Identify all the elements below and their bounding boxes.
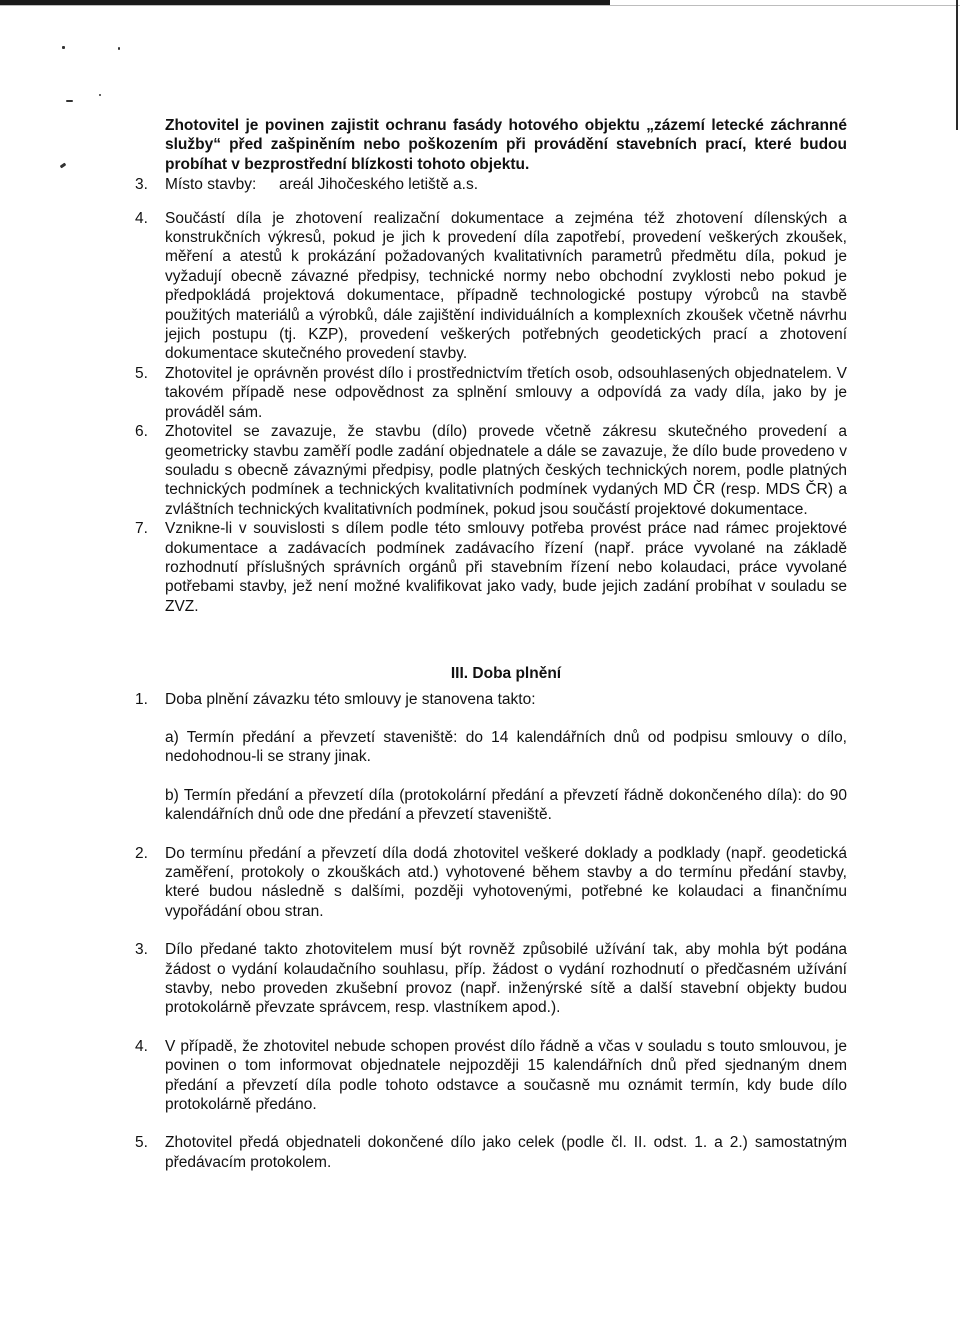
item-text: Vznikne-li v souvislosti s dílem podle této smlouvy potřeba provést práce nad rámec projektové dokumentace a zadávacích podmínek zadávacího řízení (např. práce vyvolané na základě rozhodnutí příslušných správních orgánů při stavebním řízení nebo kolaudaci, práce vyvolané potřebami stavby, jež není možné kvalifikovat jako vady, bude jejich zadání probíhat v souladu se ZVZ. xyxy=(165,520,847,615)
section-title: III. Doba plnění xyxy=(450,665,562,683)
item-number: 3. xyxy=(135,941,148,959)
item-number: 7. xyxy=(135,520,148,538)
item-text: Do termínu předání a převzetí díla dodá zhotovitel veškeré doklady a podklady (např. geodetická zaměření, protokoly o zkouškách atd.) vyhotovené během stavby a do termínu předání stavby, které budou následně s dalšími, později vyhotovenými, potřebné ke kolaudaci a finančnímu vypořádání obou stran. xyxy=(165,844,847,920)
place-value: areál Jihočeského letiště a.s. xyxy=(279,176,479,194)
item-text: Doba plnění závazku této smlouvy je stanovena takto: xyxy=(165,690,536,708)
item-text xyxy=(165,175,847,194)
scan-speck xyxy=(99,94,101,96)
item-text: Dílo předané takto zhotovitelem musí být rovněž způsobilé užívání tak, aby mohla být podána žádost o vydání kolaudačního souhlasu, příp. žádost o vydání rozhodnutí o předčasném užívání stavby, nebo proveden zkušební provoz (např. inženýrské sítě a další stavební objekty budou protokolárně převzate správcem, resp. vlastníkem apod.). xyxy=(165,941,847,1017)
scan-border-line xyxy=(0,5,960,6)
item-number: 1. xyxy=(135,690,148,708)
item-7 xyxy=(135,519,847,616)
scan-speck xyxy=(62,46,65,49)
item-text: Zhotovitel předá objednateli dokončené dílo jako celek (podle čl. II. odst. 1. a 2.) samostatným předávacím protokolem. xyxy=(165,1134,847,1171)
item-5 xyxy=(135,364,847,422)
scan-speck xyxy=(118,47,120,50)
item-number: 6. xyxy=(135,423,148,441)
item-text: Zhotovitel je oprávněn provést dílo i prostřednictvím třetích osob, odsouhlasených objednatelem. V takovém případě nese odpovědnost za splnění smlouvy a odpovídá za vady díla, jako by je prováděl sám. xyxy=(165,364,847,421)
item-number: 4. xyxy=(135,1037,148,1055)
item-number: 3. xyxy=(135,176,148,194)
item-number: 4. xyxy=(135,209,148,227)
section-item-2 xyxy=(135,844,847,922)
document-body xyxy=(135,116,847,1172)
intro-paragraph: Zhotovitel je povinen zajistit ochranu fasády hotového objektu „zázemí letecké záchranné služby“ před zašpiněním nebo poškozením při provádění stavebních prací, které budou probíhat v bezprostřední blízkosti tohoto objektu. xyxy=(165,117,847,173)
sub-item-b: b) Termín předání a převzetí díla (protokolární předání a převzetí řádně dokončeného díla): do 90 kalendářních dnů ode dne předání a převzetí staveniště. xyxy=(165,786,847,824)
section-item-1 xyxy=(135,690,847,709)
item-text: Součástí díla je zhotovení realizační dokumentace a zejména též zhotovení dílenských a konstrukčních výkresů, pokud je jich k provedení díla zapotřebí, provedení veškerých zkoušek, měření a atestů k prokázání požadovaných kvalitativních parametrů předmětu díla, pokud je vyžadují obecně závazné předpisy, technické normy nebo obchodní zvyklosti nebo pokud je předpokládá projektová dokumentace, případně technologické postupy výrobců na stavbě použitých materiálů a výrobků, dále zajištění individuálních a komplexních zkoušek včetně návrhu jejich postupu (tj. KZP), provedení veškerých potřebných geodetických prací a zhotovení dokumentace skutečného provedení stavby. xyxy=(165,209,847,363)
item-6 xyxy=(135,422,847,519)
item-number: 5. xyxy=(135,1134,148,1152)
scan-speck xyxy=(60,163,67,169)
section-item-4 xyxy=(135,1037,847,1115)
item-number: 2. xyxy=(135,844,148,862)
item-3 xyxy=(135,175,847,194)
item-text: Zhotovitel se zavazuje, že stavbu (dílo) provede včetně zákresu skutečného provedení a geometricky stavbu zaměří podle zadání objednatele a dále se zavazuje, že dílo bude provedeno v souladu s obecně závaznými předpisy, podle platných českých technických norem, podle platných technických podmínek a technických kvalitativních podmínek vydaných MD ČR (resp. MDS ČR) a zvláštních technických kvalitativních podmínek, pokud jsou součástí projektové dokumentace. xyxy=(165,423,847,518)
section-item-3 xyxy=(135,940,847,1018)
item-text: V případě, že zhotovitel nebude schopen provést dílo řádně a včas v souladu s touto smlouvou, je povinen o tom informovat objednatele nejpozději 15 kalendářních dnů před sjednaným dnem předání a převzetí díla podle tohoto odstavce a současně mu oznámit termín, kdy bude dílo protokolárně předáno. xyxy=(165,1037,847,1114)
place-label: Místo stavby: xyxy=(165,176,257,194)
scan-border-right xyxy=(956,0,958,130)
item-4 xyxy=(135,209,847,364)
scan-speck xyxy=(66,100,73,102)
sub-item-a: a) Termín předání a převzetí staveniště: do 14 kalendářních dnů od podpisu smlouvy o dílo, nedohodnou-li se strany jinak. xyxy=(165,728,847,766)
section-item-5 xyxy=(135,1133,847,1172)
item-number: 5. xyxy=(135,364,148,382)
